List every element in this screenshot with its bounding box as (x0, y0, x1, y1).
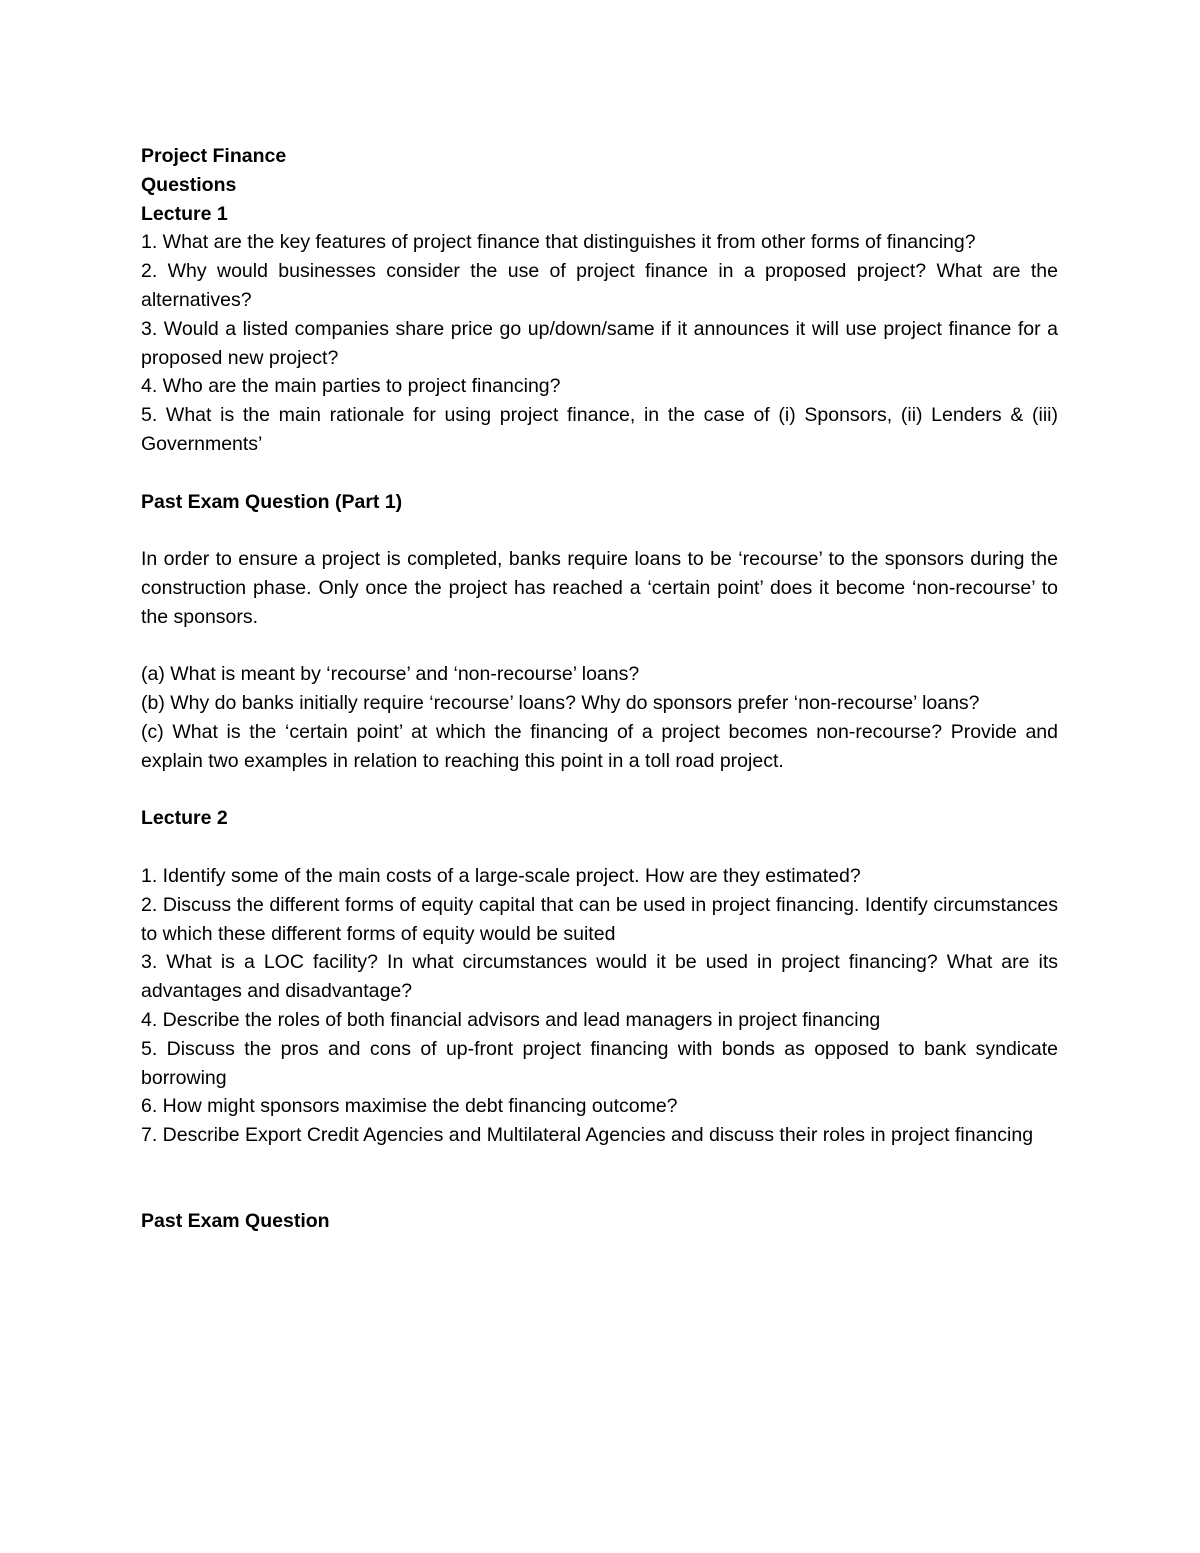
lecture-1-question-4: 4. Who are the main parties to project financing? (141, 375, 561, 398)
spacer (141, 632, 1058, 661)
lecture-1-question-3: 3. Would a listed companies share price go up/down/same if it announces it will use project finance for a proposed new project? (141, 317, 1058, 369)
lecture-2-question-2: 2. Discuss the different forms of equity capital that can be used in project financing. Identify circumstances to which these different forms of equity would be suited (141, 893, 1058, 945)
spacer (141, 776, 1058, 805)
past-exam-1-heading: Past Exam Question (Part 1) (141, 490, 403, 513)
spacer (141, 516, 1058, 545)
past-exam-1-part-c: (c) What is the ‘certain point’ at which the financing of a project becomes non-recourse? Provide and explain two examples in relation to reaching this point in a toll road project. (141, 720, 1058, 772)
past-exam-1-intro: In order to ensure a project is completed, banks require loans to be ‘recourse’ to the sponsors during the construction phase. Only once the project has reached a ‘certain point’ does it become ‘non-recourse’ to the sponsors. (141, 548, 1058, 628)
document-body (141, 142, 1058, 1236)
document-subtitle: Questions (141, 173, 237, 196)
lecture-2-question-3: 3. What is a LOC facility? In what circumstances would it be used in project financing? What are its advantages and disadvantage? (141, 951, 1058, 1003)
lecture-2-heading: Lecture 2 (141, 807, 228, 830)
lecture-1-question-2: 2. Why would businesses consider the use of project finance in a proposed project? What are the alternatives? (141, 260, 1058, 311)
spacer (141, 1150, 1058, 1208)
lecture-2-question-6: 6. How might sponsors maximise the debt financing outcome? (141, 1095, 678, 1118)
spacer (141, 459, 1058, 488)
lecture-1-question-5: 5. What is the main rationale for using project finance, in the case of (i) Sponsors, (ii) Lenders & (iii) Governments’ (141, 404, 1058, 455)
past-exam-1-part-a: (a) What is meant by ‘recourse’ and ‘non-recourse’ loans? (141, 663, 640, 686)
lecture-2-question-1: 1. Identify some of the main costs of a large-scale project. How are they estimated? (141, 864, 861, 887)
lecture-1-question-1: 1. What are the key features of project finance that distinguishes it from other forms of financing? (141, 231, 976, 254)
lecture-2-question-7: 7. Describe Export Credit Agencies and Multilateral Agencies and discuss their roles in project financing (141, 1124, 1034, 1147)
lecture-1-heading: Lecture 1 (141, 202, 228, 225)
lecture-2-question-5: 5. Discuss the pros and cons of up-front project financing with bonds as opposed to bank syndicate borrowing (141, 1037, 1058, 1089)
document-title: Project Finance (141, 145, 287, 167)
past-exam-2-heading: Past Exam Question (141, 1210, 330, 1233)
spacer (141, 833, 1058, 862)
past-exam-1-part-b: (b) Why do banks initially require ‘recourse’ loans? Why do sponsors prefer ‘non-recourse’ loans? (141, 692, 980, 715)
lecture-2-question-4: 4. Describe the roles of both financial advisors and lead managers in project financing (141, 1008, 881, 1031)
